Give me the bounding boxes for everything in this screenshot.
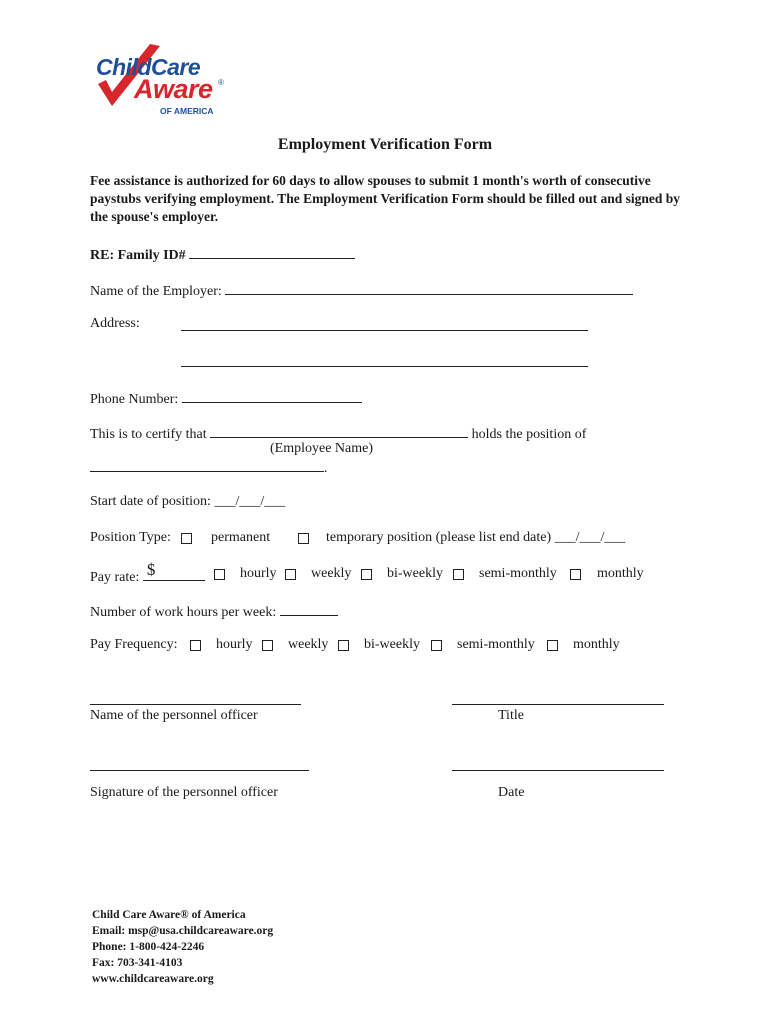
- position-field[interactable]: [90, 457, 324, 472]
- pay-rate-biweekly-label: bi-weekly: [387, 566, 443, 581]
- temporary-row: [326, 530, 625, 546]
- certify-row: [90, 423, 586, 443]
- intro-paragraph: Fee assistance is authorized for 60 days to allow spouses to submit 1 month's worth of consecutive paystubs verifying employment. The Employment Verification Form should be filled out and signed by the spouse's employer.: [90, 173, 681, 224]
- address-field-line2[interactable]: [181, 366, 588, 367]
- freq-weekly-label: weekly: [288, 637, 329, 652]
- freq-hourly-checkbox[interactable]: [190, 640, 201, 651]
- pay-rate-weekly-label: weekly: [311, 566, 352, 581]
- footer-email: Email: msp@usa.childcareaware.org: [92, 925, 274, 937]
- signature-line[interactable]: [90, 770, 309, 771]
- pay-rate-monthly-label: monthly: [597, 566, 644, 581]
- childcare-aware-logo: [90, 40, 230, 120]
- pay-rate-biweekly-checkbox[interactable]: [361, 569, 372, 580]
- freq-weekly-checkbox[interactable]: [262, 640, 273, 651]
- freq-biweekly-checkbox[interactable]: [338, 640, 349, 651]
- employer-field[interactable]: [225, 280, 633, 295]
- employee-name-caption: (Employee Name): [270, 441, 374, 456]
- title-caption: Title: [498, 708, 524, 723]
- form-title: Employment Verification Form: [277, 136, 493, 153]
- phone-row: [90, 388, 362, 408]
- freq-hourly-label: hourly: [216, 637, 253, 652]
- footer-phone: Phone: 1-800-424-2246: [92, 941, 205, 953]
- start-date-label: Start date of position:: [90, 494, 211, 509]
- hours-label: Number of work hours per week:: [90, 605, 277, 620]
- freq-monthly-label: monthly: [573, 637, 620, 652]
- pay-rate-semimonthly-label: semi-monthly: [479, 566, 557, 581]
- permanent-checkbox[interactable]: [181, 533, 192, 544]
- certify-suffix: holds the position of: [471, 427, 587, 442]
- family-id-label: RE: Family ID#: [90, 248, 186, 263]
- dollar-sign: $: [146, 560, 156, 579]
- pay-rate-label: Pay rate:: [90, 570, 140, 585]
- date-line[interactable]: [452, 770, 664, 771]
- position-row: [90, 457, 328, 477]
- employer-label: Name of the Employer:: [90, 284, 222, 299]
- end-date-field[interactable]: ___/___/___: [554, 530, 626, 545]
- position-period: .: [324, 461, 328, 476]
- logo-line1: ChildCare: [96, 54, 201, 80]
- address-field-line1[interactable]: [181, 330, 588, 331]
- position-type-label: Position Type:: [90, 530, 171, 545]
- phone-label: Phone Number:: [90, 392, 179, 407]
- family-id-row: [90, 244, 355, 264]
- personnel-name-line[interactable]: [90, 704, 301, 705]
- signature-caption: Signature of the personnel officer: [90, 785, 278, 800]
- start-date-row: [90, 494, 285, 510]
- logo-registered: ®: [218, 78, 224, 87]
- pay-rate-field[interactable]: [143, 560, 205, 581]
- temporary-label: temporary position (please list end date): [326, 530, 552, 545]
- personnel-name-caption: Name of the personnel officer: [90, 708, 258, 723]
- address-label: Address:: [90, 316, 140, 331]
- date-caption: Date: [498, 785, 525, 800]
- freq-monthly-checkbox[interactable]: [547, 640, 558, 651]
- freq-biweekly-label: bi-weekly: [364, 637, 420, 652]
- footer-web: www.childcareaware.org: [92, 973, 214, 985]
- hours-field[interactable]: [280, 601, 338, 616]
- family-id-field[interactable]: [189, 244, 355, 259]
- logo-line2: Aware: [134, 74, 213, 104]
- footer-org: Child Care Aware® of America: [92, 909, 246, 921]
- pay-rate-hourly-checkbox[interactable]: [214, 569, 225, 580]
- permanent-label: permanent: [211, 530, 271, 545]
- freq-semimonthly-label: semi-monthly: [457, 637, 535, 652]
- logo-line3: OF AMERICA: [160, 106, 214, 116]
- certify-prefix: This is to certify that: [90, 427, 207, 442]
- employer-row: [90, 280, 633, 300]
- temporary-checkbox[interactable]: [298, 533, 309, 544]
- pay-frequency-label: Pay Frequency:: [90, 637, 178, 652]
- freq-semimonthly-checkbox[interactable]: [431, 640, 442, 651]
- pay-rate-hourly-label: hourly: [240, 566, 277, 581]
- start-date-field[interactable]: ___/___/___: [214, 494, 286, 509]
- pay-rate-monthly-checkbox[interactable]: [570, 569, 581, 580]
- hours-row: [90, 601, 338, 621]
- contact-footer: [92, 907, 273, 987]
- pay-rate-semimonthly-checkbox[interactable]: [453, 569, 464, 580]
- footer-fax: Fax: 703-341-4103: [92, 957, 183, 969]
- pay-rate-weekly-checkbox[interactable]: [285, 569, 296, 580]
- title-line[interactable]: [452, 704, 664, 705]
- phone-field[interactable]: [182, 388, 362, 403]
- employee-name-field[interactable]: [210, 423, 468, 438]
- pay-rate-row: [90, 560, 205, 586]
